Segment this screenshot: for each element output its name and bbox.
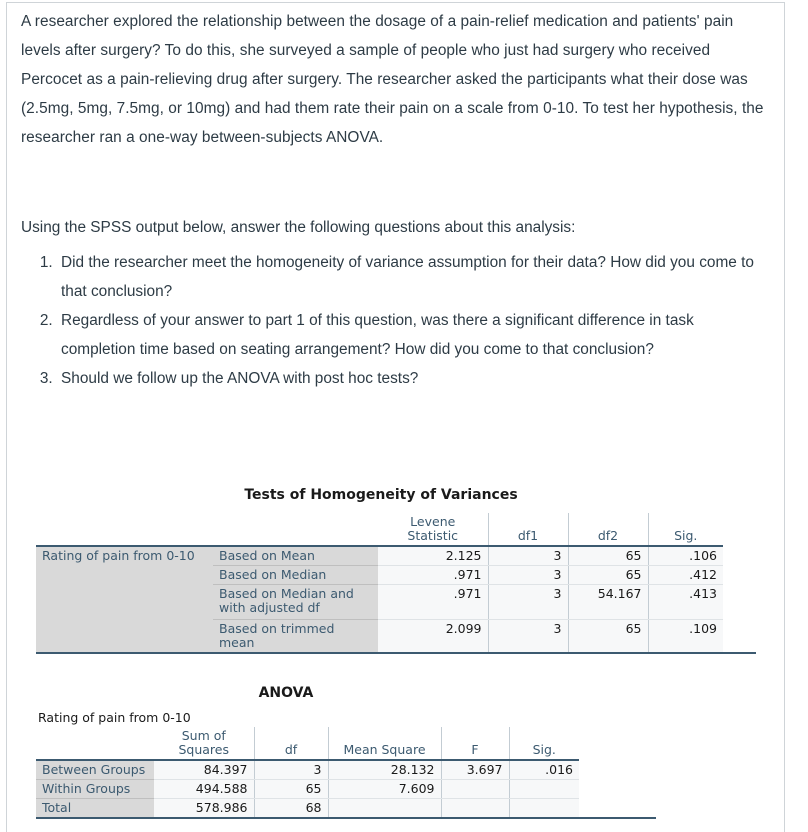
anova-f [441,780,509,799]
anova-table-block [36,685,656,819]
anova-mean-square [328,799,441,818]
anova-table [36,727,579,817]
levene-df1: 3 [488,546,568,566]
levene-header-line1: Levene [410,514,456,529]
question-list [21,248,769,393]
col-header-stub [36,513,213,546]
levene-df1: 3 [488,585,568,620]
anova-df: 65 [254,780,328,799]
table-row [36,546,723,566]
col-header-sig: Sig. [509,727,579,760]
anova-df: 3 [254,760,328,780]
levene-df2: 65 [568,620,648,653]
ss-header-line2: Squares [178,742,230,757]
levene-table-bottom-rule [36,652,756,654]
col-header-mean-square: Mean Square [328,727,441,760]
col-header-sig: Sig. [648,513,723,546]
table-header-row [36,513,723,546]
anova-row-label: Total [36,799,154,818]
levene-stub-label: Rating of pain from 0-10 [36,546,213,652]
levene-header-line2: Statistic [407,528,459,543]
anova-table-bottom-rule [36,817,656,819]
col-header-stub [36,727,154,760]
col-header-df: df [254,727,328,760]
anova-row-label: Between Groups [36,760,154,780]
levene-table-block [36,487,756,654]
levene-value: 2.125 [378,546,488,566]
anova-sum-of-squares: 494.588 [154,780,254,799]
list-item: 3. Should we follow up the ANOVA with post hoc tests? [57,364,769,393]
table-row [36,799,579,818]
levene-df2: 65 [568,546,648,566]
levene-value: .971 [378,566,488,585]
list-item: 1. Did the researcher meet the homogeneity of variance assumption for their data? How did you come to that conclusion? [57,248,769,306]
levene-table-title: Tests of Homogeneity of Variances [244,487,518,503]
anova-sig [509,799,579,818]
levene-row-label: Based on trimmed mean [213,620,378,653]
intro-paragraph: A researcher explored the relationship between the dosage of a pain-relief medication and patients' pain levels after surgery? To do this, she surveyed a sample of people who just had surgery who received Percocet as a pain-relieving drug after surgery. The researcher asked the participants what their dose was (2.5mg, 5mg, 7.5mg, or 10mg) and had them rate their pain on a scale from 0-10. To test her hypothesis, the researcher ran a one-way between-subjects ANOVA. [21,13,764,146]
levene-df2: 65 [568,566,648,585]
col-header-df1: df1 [488,513,568,546]
levene-df2: 54.167 [568,585,648,620]
col-header-measure [213,513,378,546]
table-row [36,760,579,780]
col-header-levene-statistic [378,513,488,546]
anova-mean-square: 28.132 [328,760,441,780]
prompt-line: Using the SPSS output below, answer the following questions about this analysis: [21,219,576,236]
levene-table [36,513,723,652]
table-row [36,780,579,799]
levene-value: .971 [378,585,488,620]
levene-df1: 3 [488,620,568,653]
anova-sig [509,780,579,799]
levene-sig: .109 [648,620,723,653]
levene-df1: 3 [488,566,568,585]
anova-df: 68 [254,799,328,818]
page-frame [6,2,785,832]
anova-sig: .016 [509,760,579,780]
anova-f: 3.697 [441,760,509,780]
list-item: 2. Regardless of your answer to part 1 of this question, was there a significant difference in task completion time based on seating arrangement? How did you come to that conclusion? [57,306,769,364]
anova-f [441,799,509,818]
levene-row-label: Based on Median [213,566,378,585]
anova-mean-square: 7.609 [328,780,441,799]
assignment-content [21,7,769,393]
col-header-sum-of-squares [154,727,254,760]
col-header-f: F [441,727,509,760]
levene-row-label: Based on Mean [213,546,378,566]
ss-header-line1: Sum of [181,728,226,743]
anova-row-label: Within Groups [36,780,154,799]
levene-row-label: Based on Median and with adjusted df [213,585,378,620]
anova-sum-of-squares: 84.397 [154,760,254,780]
anova-table-subtitle: Rating of pain from 0-10 [38,710,191,725]
levene-sig: .106 [648,546,723,566]
col-header-df2: df2 [568,513,648,546]
anova-sum-of-squares: 578.986 [154,799,254,818]
anova-table-title: ANOVA [258,685,314,701]
table-header-row [36,727,579,760]
levene-value: 2.099 [378,620,488,653]
levene-sig: .413 [648,585,723,620]
levene-sig: .412 [648,566,723,585]
